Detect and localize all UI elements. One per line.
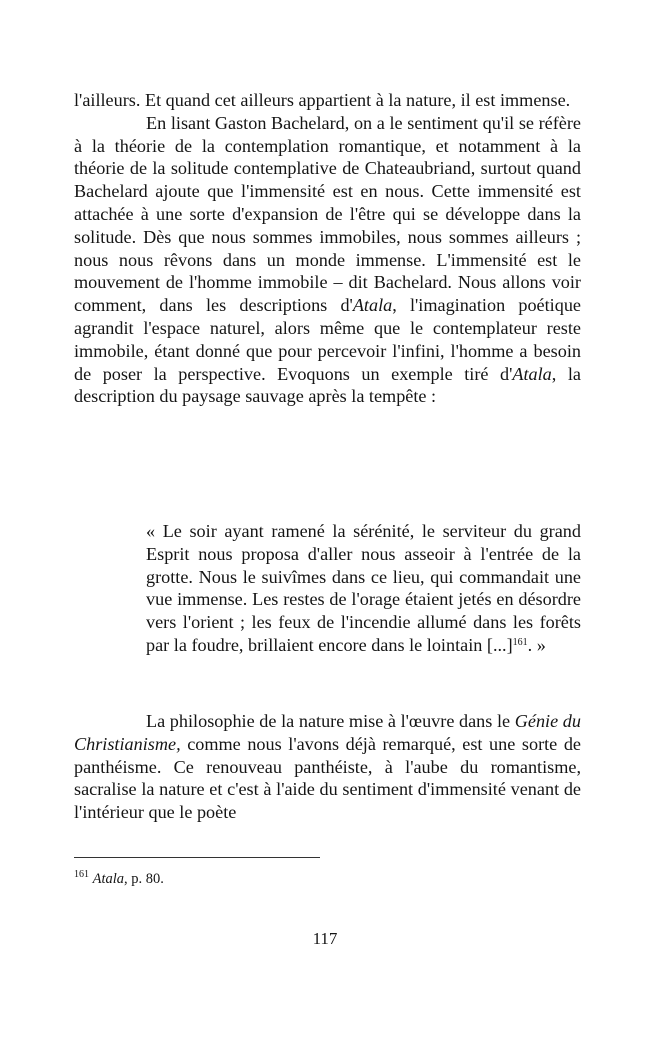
page-number: 117 bbox=[312, 929, 338, 948]
work-title-atala: Atala bbox=[352, 295, 393, 316]
main-text-2 bbox=[74, 710, 581, 824]
footnote-title: Atala bbox=[92, 871, 125, 887]
work-title-atala: Atala bbox=[512, 363, 552, 384]
paragraph-philosophy bbox=[74, 710, 581, 824]
quote-end: . » bbox=[527, 634, 546, 655]
quote-paragraph bbox=[146, 520, 581, 657]
footnote-number: 161 bbox=[74, 869, 89, 880]
work-title-genie: Génie du Christianisme, bbox=[74, 711, 581, 754]
paragraph-text: La philosophie de la nature mise à l'œuvre dans le bbox=[146, 711, 515, 731]
paragraph-text: comme nous l'avons déjà remarqué, est une sorte de panthéisme. Ce renouveau panthéiste, à l'aube du romantisme, sacralise la nature et c'est à l'aide du sentiment d'immensité venant de l'intérieur que le poète bbox=[74, 733, 581, 823]
paragraph-bachelard bbox=[74, 112, 581, 408]
paragraph-text: , la description du paysage sauvage après la tempête : bbox=[74, 363, 581, 407]
footnote-separator bbox=[74, 857, 320, 858]
paragraph-text: En lisant Gaston Bachelard, on a le sentiment qu'il se réfère à la théorie de la contemplation romantique, et notamment à la théorie de la solitude contemplative de Chateaubriand, surtout quand Bachelard ajoute que l'immensité est en nous. Cette immensité est attachée à une sorte d'expansion de l'être qui se développe dans la solitude. Dès que nous sommes immobiles, nous sommes ailleurs ; nous nous rêvons dans un monde immense. L'immensité est le mouvement de l'homme immobile – dit Bachelard. Nous allons voir comment, dans les descriptions d' bbox=[74, 112, 581, 316]
footnote bbox=[74, 870, 164, 888]
block-quote bbox=[146, 520, 581, 657]
quote-text: « Le soir ayant ramené la sérénité, le serviteur du grand Esprit nous proposa d'aller nous asseoir à l'entrée de la grotte. Nous le suivîmes dans ce lieu, qui commandait une vue immense. Les restes de l'orage étaient jetés en désordre vers l'orient ; les feux de l'incendie allumé dans les forêts par la foudre, brillaient encore dans le lointain [...] bbox=[146, 521, 581, 655]
footnote-text: , p. 80. bbox=[124, 871, 164, 887]
main-text bbox=[74, 89, 581, 408]
paragraph-continuation: l'ailleurs. Et quand cet ailleurs appartient à la nature, il est immense. bbox=[74, 90, 571, 110]
footnote-reference: 161 bbox=[512, 636, 528, 648]
paragraph-text: , l'imagination poétique agrandit l'espace naturel, alors même que le contemplateur reste immobile, étant donné que pour percevoir l'infini, l'homme a besoin de poser la perspective. Evoquons un exemple tiré d' bbox=[74, 295, 581, 384]
